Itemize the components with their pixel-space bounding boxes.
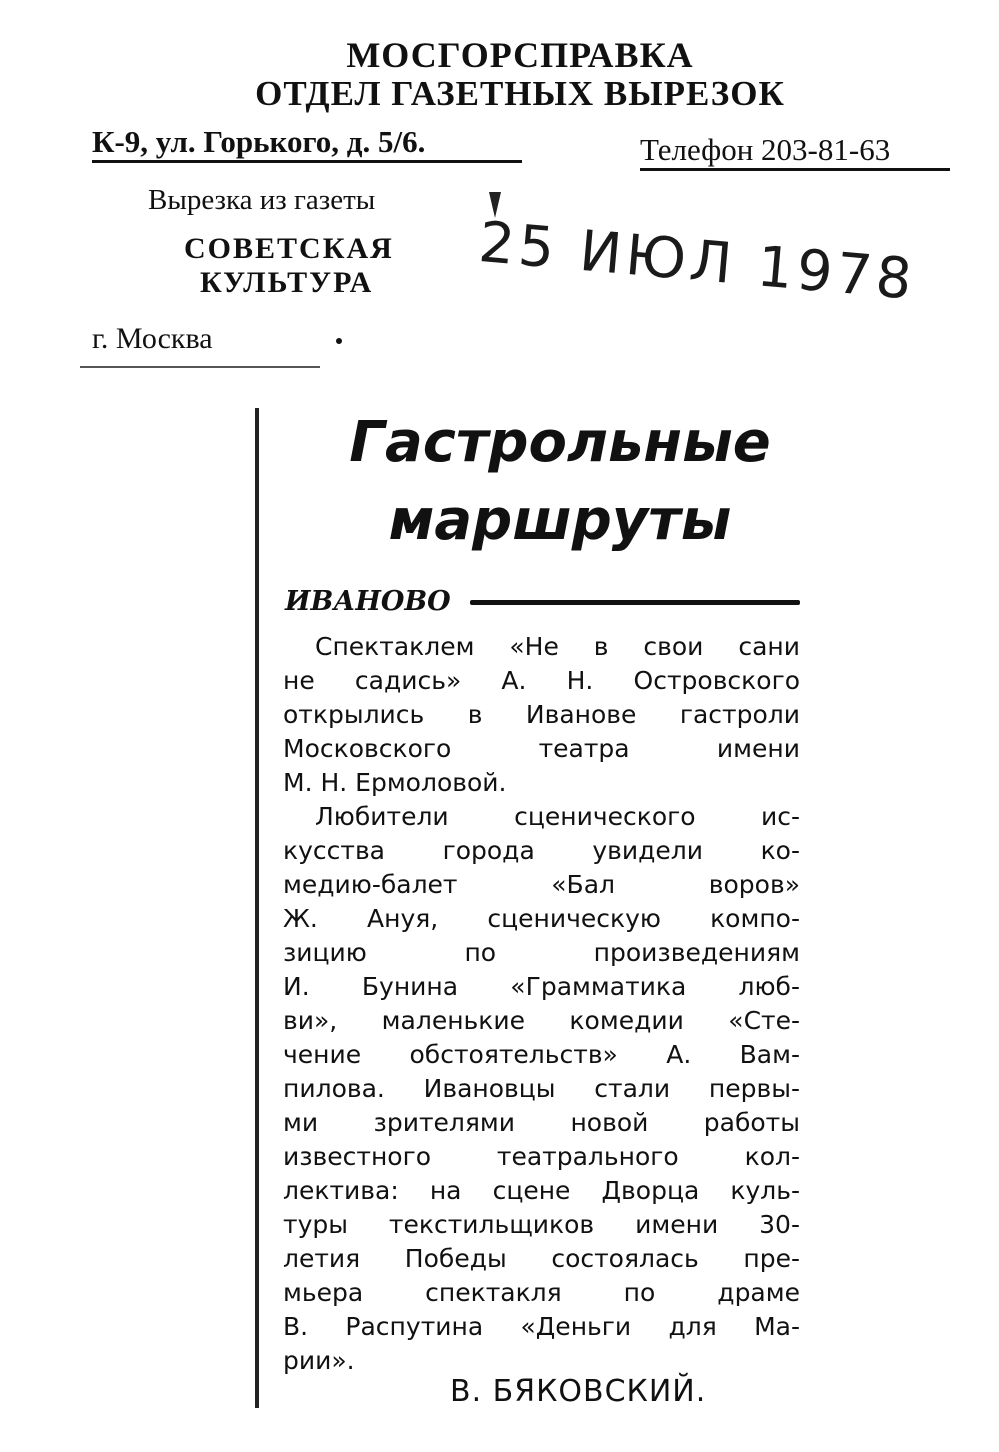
article-text-line: ми зрителями новой работы (283, 1108, 800, 1137)
header-separator (80, 366, 320, 368)
publication-city: г. Москва (92, 322, 213, 355)
article-text-line: чение обстоятельств» А. Вам- (283, 1040, 800, 1069)
article-text-line: ви», маленькие комедии «Сте- (283, 1006, 800, 1035)
article-text-line: Ж. Ануя, сценическую компо- (283, 904, 800, 933)
address: К-9, ул. Горького, д. 5/6. (92, 124, 426, 159)
article-text-line: Любители сценического ис- (315, 802, 800, 831)
article-text-line: И. Бунина «Грамматика люб- (283, 972, 800, 1001)
article-text-line: М. Н. Ермоловой. (283, 768, 507, 797)
article-author: В. БЯКОВСКИЙ. (450, 1374, 707, 1409)
article-text-line: мьера спектакля по драме (283, 1278, 800, 1307)
article-text-line: рии». (283, 1346, 355, 1375)
article-body (283, 630, 800, 1378)
phone-underline (640, 168, 950, 171)
article-title-line2: маршруты (388, 488, 732, 553)
article-text-line: открылись в Иванове гастроли (283, 700, 800, 729)
article-text-line: В. Распутина «Деньги для Ма- (283, 1312, 800, 1341)
article-text-line: медию-балет «Бал воров» (283, 870, 800, 899)
city-heading-block (285, 586, 800, 626)
article-text-line: известного театрального кол- (283, 1142, 800, 1171)
newspaper-name-line2: КУЛЬТУРА (200, 266, 374, 299)
article-text-line: летия Победы состоялась пре- (283, 1244, 800, 1273)
ink-dot (336, 338, 342, 344)
date-stamp: 25 ИЮЛ 1978 (476, 210, 919, 313)
phone: Телефон 203-81-63 (640, 132, 891, 167)
address-underline (92, 160, 522, 163)
city-heading: ИВАНОВО (285, 586, 451, 617)
article-title-line1: Гастрольные (349, 410, 771, 475)
department-name: ОТДЕЛ ГАЗЕТНЫХ ВЫРЕЗОК (255, 74, 785, 113)
column-border (255, 408, 259, 1408)
newspaper-name-line1: СОВЕТСКАЯ (184, 232, 394, 265)
clip-label: Вырезка из газеты (148, 184, 376, 216)
article-text-line: зицию по произведениям (283, 938, 800, 967)
article-text-line: лектива: на сцене Дворца куль- (283, 1176, 800, 1205)
org-name: МОСГОРСПРАВКА (346, 35, 694, 75)
article-text-line: туры текстильщиков имени 30- (283, 1210, 800, 1239)
article-text-line: Московского театра имени (283, 734, 800, 763)
article-text-line: пилова. Ивановцы стали первы- (283, 1074, 800, 1103)
city-heading-rule (470, 600, 800, 605)
article-text-line: Спектаклем «Не в свои сани (315, 632, 800, 661)
article-text-line: не садись» А. Н. Островского (283, 666, 800, 695)
article-text-line: кусства города увидели ко- (283, 836, 800, 865)
